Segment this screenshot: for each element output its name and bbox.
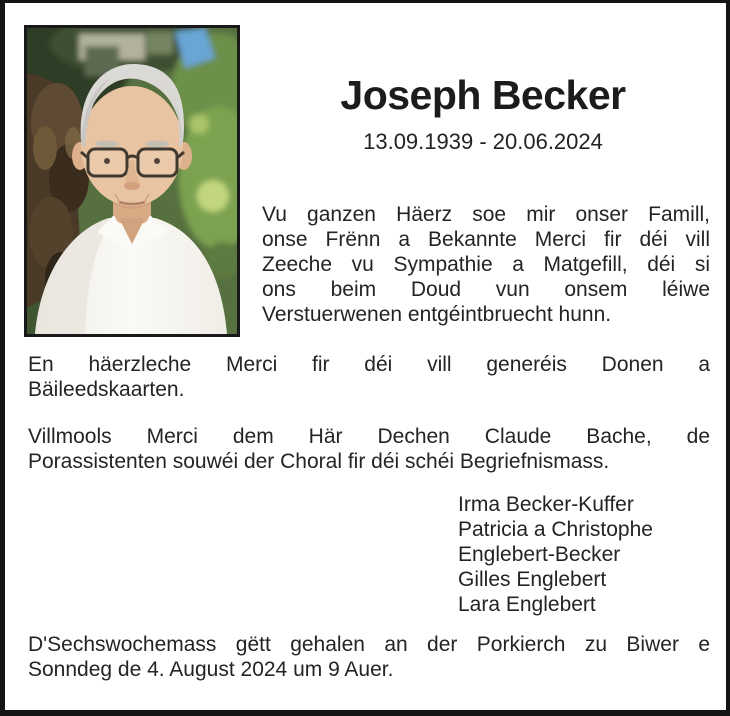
clergy-paragraph [28, 424, 710, 474]
text-line: Zeeche vu Sympathie a Matgefill, déi si [262, 253, 710, 276]
mass-announcement [28, 632, 710, 682]
text-line: Bäileedskaarten. [28, 378, 185, 401]
text-line: Porassistenten souwéi der Choral fir déi schéi Begriefnismass. [28, 450, 610, 473]
text-line: ons beim Doud vun onsem léiwe [262, 278, 710, 301]
family-name: Lara Englebert [458, 593, 596, 616]
text-line: En häerzleche Merci fir déi vill generéis Donen a [28, 353, 710, 376]
portrait-photo-frame [24, 25, 240, 337]
text-line: Vu ganzen Häerz soe mir onser Famill, [262, 203, 710, 226]
family-names [458, 492, 653, 617]
text-line: onse Frënn a Bekannte Merci fir déi vill [262, 228, 710, 251]
text-line: Sonndeg de 4. August 2024 um 9 Auer. [28, 658, 394, 681]
family-name: Irma Becker-Kuffer [458, 493, 634, 516]
family-name: Gilles Englebert [458, 568, 607, 591]
donations-paragraph [28, 352, 710, 402]
family-name: Englebert-Becker [458, 543, 621, 566]
portrait-photo [27, 28, 237, 334]
life-dates: 13.09.1939 - 20.06.2024 [363, 129, 603, 154]
family-name: Patricia a Christophe [458, 518, 653, 541]
text-line: Villmools Merci dem Här Dechen Claude Bache, de [28, 425, 710, 448]
deceased-name: Joseph Becker [340, 72, 626, 118]
header [255, 72, 711, 154]
text-line: Verstuerwenen entgéintbruecht hunn. [262, 303, 612, 326]
thanks-paragraph [262, 202, 710, 327]
text-line: D'Sechswochemass gëtt gehalen an der Porkierch zu Biwer e [28, 633, 710, 656]
